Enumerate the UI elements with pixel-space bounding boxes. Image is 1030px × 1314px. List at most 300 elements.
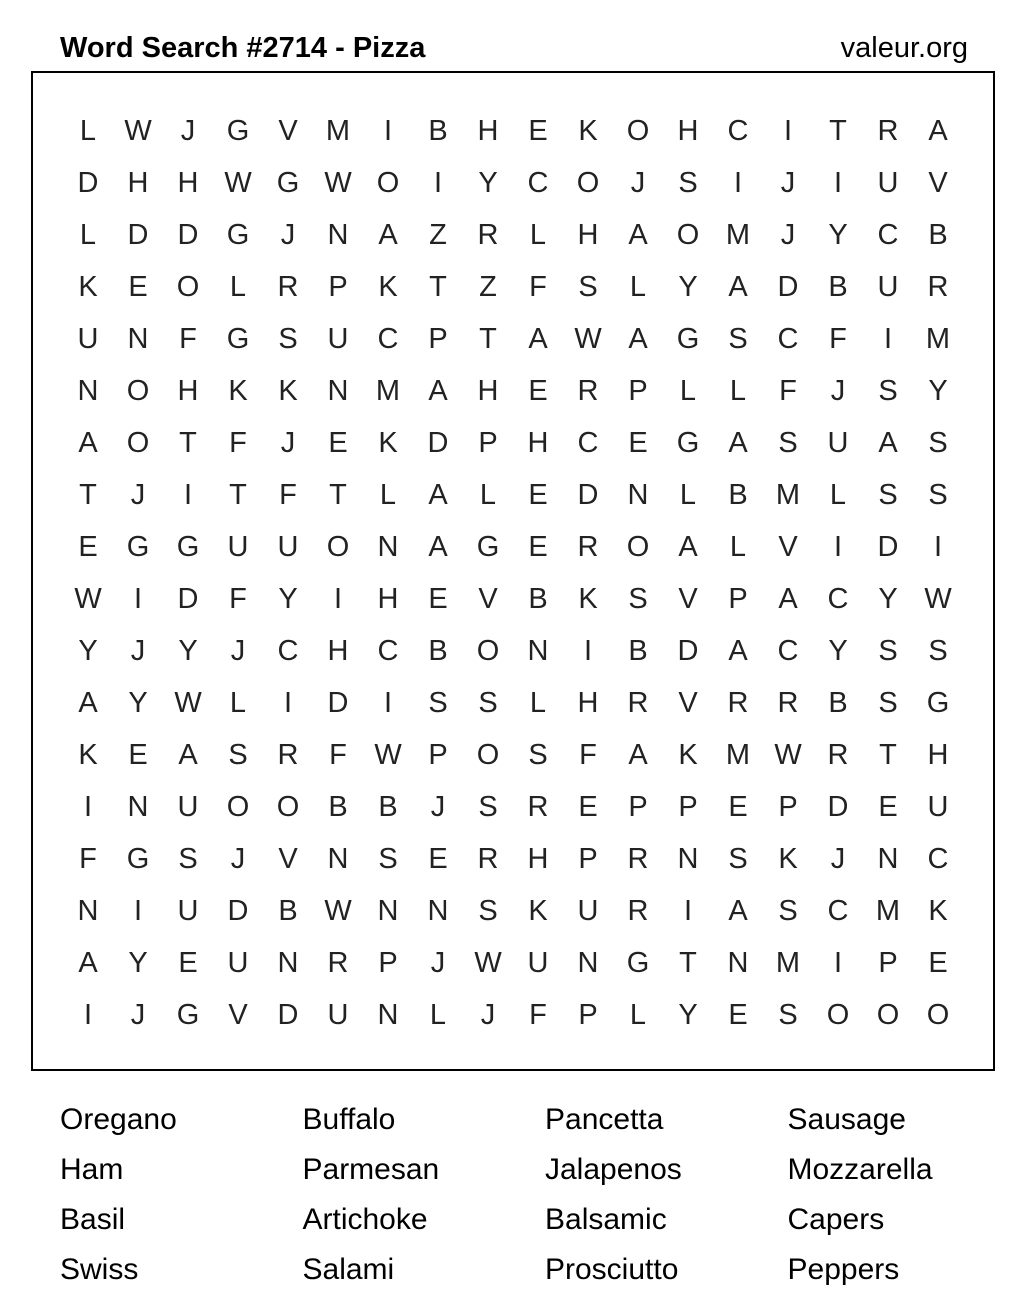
- grid-cell: A: [78, 686, 98, 719]
- grid-cell: K: [528, 894, 548, 927]
- grid-cell: M: [375, 374, 401, 407]
- grid-cell: P: [678, 790, 698, 823]
- grid-cell: O: [876, 998, 900, 1031]
- grid-cell: B: [328, 790, 348, 823]
- grid-cell: L: [729, 530, 747, 563]
- grid-cell: R: [627, 842, 649, 875]
- grid-cell: Y: [278, 582, 298, 615]
- grid-cell: C: [727, 114, 749, 147]
- word-list-item: Oregano: [60, 1103, 177, 1136]
- grid-cell: U: [177, 790, 199, 823]
- grid-cell: E: [528, 374, 548, 407]
- grid-cell: E: [728, 790, 748, 823]
- grid-cell: J: [230, 842, 246, 875]
- grid-cell: U: [877, 166, 899, 199]
- grid-cell: F: [529, 998, 547, 1031]
- grid-cell: H: [177, 374, 199, 407]
- grid-cell: T: [879, 738, 897, 771]
- grid-cell: K: [928, 894, 948, 927]
- grid-cell: J: [180, 114, 196, 147]
- grid-cell: P: [478, 426, 498, 459]
- grid-cell: E: [528, 478, 548, 511]
- grid-cell: A: [628, 218, 648, 251]
- grid-cell: O: [176, 270, 200, 303]
- grid-cell: E: [178, 946, 198, 979]
- grid-cell: F: [329, 738, 347, 771]
- grid-cell: I: [383, 686, 393, 719]
- grid-cell: G: [676, 426, 700, 459]
- grid-cell: S: [878, 478, 898, 511]
- grid-cell: J: [430, 790, 446, 823]
- grid-cell: Z: [479, 270, 497, 303]
- grid-cell: A: [728, 426, 748, 459]
- grid-cell: A: [428, 530, 448, 563]
- grid-cell: C: [377, 322, 399, 355]
- grid-cell: N: [77, 374, 99, 407]
- grid-cell: O: [376, 166, 400, 199]
- grid-cell: P: [428, 738, 448, 771]
- grid-cell: L: [679, 374, 697, 407]
- grid-cell: F: [179, 322, 197, 355]
- grid-cell: G: [226, 218, 250, 251]
- grid-cell: R: [577, 374, 599, 407]
- grid-cell: C: [777, 322, 799, 355]
- word-list-item: Salami: [302, 1253, 395, 1286]
- grid-cell: U: [827, 426, 849, 459]
- grid-cell: T: [679, 946, 697, 979]
- grid-cell: S: [478, 894, 498, 927]
- grid-cell: T: [179, 426, 197, 459]
- grid-cell: F: [579, 738, 597, 771]
- grid-cell: L: [629, 998, 647, 1031]
- grid-cell: C: [577, 426, 599, 459]
- grid-cell: R: [277, 738, 299, 771]
- grid-cell: C: [777, 634, 799, 667]
- grid-cell: G: [126, 842, 150, 875]
- grid-cell: Z: [429, 218, 447, 251]
- grid-cell: P: [628, 374, 648, 407]
- grid-cell: B: [828, 270, 848, 303]
- grid-cell: S: [928, 634, 948, 667]
- grid-cell: Y: [678, 270, 698, 303]
- grid-cell: Y: [678, 998, 698, 1031]
- grid-cell: V: [278, 842, 298, 875]
- grid-cell: W: [574, 322, 602, 355]
- grid-cell: B: [928, 218, 948, 251]
- grid-cell: T: [429, 270, 447, 303]
- letter-grid: [63, 105, 963, 1041]
- grid-cell: N: [727, 946, 749, 979]
- grid-cell: C: [827, 894, 849, 927]
- grid-cell: U: [877, 270, 899, 303]
- grid-cell: P: [328, 270, 348, 303]
- grid-cell: H: [477, 374, 499, 407]
- grid-cell: N: [427, 894, 449, 927]
- grid-cell: C: [877, 218, 899, 251]
- grid-cell: H: [527, 842, 549, 875]
- grid-cell: N: [77, 894, 99, 927]
- grid-cell: I: [133, 894, 143, 927]
- grid-cell: I: [183, 478, 193, 511]
- grid-cell: Y: [128, 946, 148, 979]
- grid-cell: G: [626, 946, 650, 979]
- grid-cell: D: [327, 686, 349, 719]
- grid-cell: S: [878, 374, 898, 407]
- grid-cell: F: [279, 478, 297, 511]
- grid-cell: D: [177, 582, 199, 615]
- grid-cell: W: [324, 166, 352, 199]
- grid-cell: D: [177, 218, 199, 251]
- grid-cell: L: [79, 218, 97, 251]
- grid-cell: B: [828, 686, 848, 719]
- grid-cell: A: [628, 738, 648, 771]
- grid-cell: U: [277, 530, 299, 563]
- grid-cell: B: [728, 478, 748, 511]
- grid-cell: J: [130, 478, 146, 511]
- grid-cell: V: [928, 166, 948, 199]
- grid-cell: I: [883, 322, 893, 355]
- grid-cell: W: [774, 738, 802, 771]
- grid-cell: F: [829, 322, 847, 355]
- grid-cell: R: [527, 790, 549, 823]
- grid-cell: H: [377, 582, 399, 615]
- grid-cell: U: [177, 894, 199, 927]
- grid-cell: F: [229, 426, 247, 459]
- grid-cell: D: [427, 426, 449, 459]
- grid-cell: I: [833, 166, 843, 199]
- word-list-item: Mozzarella: [787, 1153, 933, 1186]
- grid-cell: L: [229, 270, 247, 303]
- grid-cell: A: [78, 426, 98, 459]
- grid-cell: I: [733, 166, 743, 199]
- word-list-item: Swiss: [60, 1253, 139, 1286]
- grid-cell: J: [630, 166, 646, 199]
- grid-cell: Y: [478, 166, 498, 199]
- grid-cell: R: [277, 270, 299, 303]
- grid-cell: O: [576, 166, 600, 199]
- grid-cell: Y: [128, 686, 148, 719]
- grid-cell: S: [428, 686, 448, 719]
- grid-cell: N: [277, 946, 299, 979]
- grid-cell: K: [378, 426, 398, 459]
- word-list-item: Artichoke: [302, 1203, 428, 1236]
- grid-cell: F: [229, 582, 247, 615]
- grid-cell: E: [78, 530, 98, 563]
- grid-cell: H: [677, 114, 699, 147]
- grid-cell: L: [79, 114, 97, 147]
- grid-cell: J: [430, 946, 446, 979]
- grid-cell: B: [528, 582, 548, 615]
- grid-cell: O: [226, 790, 250, 823]
- grid-cell: K: [278, 374, 298, 407]
- grid-cell: A: [928, 114, 948, 147]
- grid-cell: D: [77, 166, 99, 199]
- grid-cell: S: [778, 426, 798, 459]
- grid-cell: V: [278, 114, 298, 147]
- grid-cell: M: [875, 894, 901, 927]
- grid-cell: A: [728, 894, 748, 927]
- grid-cell: K: [678, 738, 698, 771]
- grid-cell: W: [224, 166, 252, 199]
- grid-cell: P: [778, 790, 798, 823]
- grid-cell: E: [428, 842, 448, 875]
- grid-cell: A: [428, 374, 448, 407]
- grid-cell: Y: [178, 634, 198, 667]
- grid-cell: N: [627, 478, 649, 511]
- grid-cell: S: [228, 738, 248, 771]
- grid-cell: H: [127, 166, 149, 199]
- grid-cell: Y: [878, 582, 898, 615]
- grid-cell: I: [83, 998, 93, 1031]
- grid-cell: S: [628, 582, 648, 615]
- grid-cell: K: [578, 582, 598, 615]
- grid-cell: T: [829, 114, 847, 147]
- grid-cell: U: [927, 790, 949, 823]
- grid-cell: K: [578, 114, 598, 147]
- grid-cell: E: [628, 426, 648, 459]
- word-list: [60, 1095, 1030, 1295]
- grid-cell: G: [126, 530, 150, 563]
- grid-cell: N: [327, 374, 349, 407]
- grid-cell: D: [127, 218, 149, 251]
- grid-cell: J: [830, 374, 846, 407]
- header: [60, 28, 968, 68]
- grid-cell: S: [578, 270, 598, 303]
- grid-cell: C: [927, 842, 949, 875]
- grid-cell: E: [928, 946, 948, 979]
- grid-cell: O: [476, 634, 500, 667]
- word-list-item: Parmesan: [302, 1153, 440, 1186]
- grid-cell: W: [124, 114, 152, 147]
- grid-cell: B: [428, 634, 448, 667]
- grid-cell: J: [480, 998, 496, 1031]
- grid-cell: M: [775, 946, 801, 979]
- grid-cell: A: [878, 426, 898, 459]
- grid-cell: R: [627, 894, 649, 927]
- grid-cell: G: [476, 530, 500, 563]
- grid-cell: I: [933, 530, 943, 563]
- grid-cell: S: [728, 322, 748, 355]
- grid-cell: R: [627, 686, 649, 719]
- grid-cell: P: [428, 322, 448, 355]
- grid-cell: W: [174, 686, 202, 719]
- word-list-item: Buffalo: [302, 1103, 396, 1136]
- grid-cell: T: [79, 478, 97, 511]
- grid-cell: Y: [828, 218, 848, 251]
- grid-cell: S: [928, 426, 948, 459]
- grid-cell: A: [728, 270, 748, 303]
- grid-cell: E: [428, 582, 448, 615]
- word-list-item: Jalapenos: [545, 1153, 682, 1186]
- grid-cell: S: [378, 842, 398, 875]
- grid-cell: P: [578, 998, 598, 1031]
- grid-cell: C: [277, 634, 299, 667]
- grid-cell: N: [377, 894, 399, 927]
- grid-cell: P: [728, 582, 748, 615]
- grid-cell: G: [226, 322, 250, 355]
- grid-cell: L: [679, 478, 697, 511]
- grid-cell: U: [577, 894, 599, 927]
- grid-cell: D: [877, 530, 899, 563]
- grid-cell: T: [479, 322, 497, 355]
- grid-cell: H: [327, 634, 349, 667]
- site-name: valeur.org: [840, 31, 968, 64]
- grid-cell: M: [725, 218, 751, 251]
- grid-cell: N: [127, 322, 149, 355]
- grid-cell: K: [78, 738, 98, 771]
- grid-cell: E: [128, 738, 148, 771]
- grid-cell: S: [178, 842, 198, 875]
- grid-cell: J: [130, 998, 146, 1031]
- grid-cell: A: [778, 582, 798, 615]
- grid-cell: L: [529, 686, 547, 719]
- grid-cell: H: [527, 426, 549, 459]
- grid-cell: I: [833, 946, 843, 979]
- grid-cell: I: [433, 166, 443, 199]
- grid-cell: M: [775, 478, 801, 511]
- grid-cell: Y: [828, 634, 848, 667]
- word-list-item: Sausage: [787, 1103, 906, 1136]
- grid-cell: G: [676, 322, 700, 355]
- grid-cell: E: [578, 790, 598, 823]
- grid-cell: I: [333, 582, 343, 615]
- grid-cell: F: [529, 270, 547, 303]
- grid-cell: J: [780, 218, 796, 251]
- grid-cell: U: [227, 530, 249, 563]
- grid-cell: N: [327, 218, 349, 251]
- grid-cell: L: [729, 374, 747, 407]
- grid-cell: P: [378, 946, 398, 979]
- grid-cell: O: [676, 218, 700, 251]
- grid-cell: A: [178, 738, 198, 771]
- grid-cell: B: [378, 790, 398, 823]
- grid-cell: L: [829, 478, 847, 511]
- grid-cell: H: [477, 114, 499, 147]
- grid-cell: L: [229, 686, 247, 719]
- grid-cell: S: [778, 998, 798, 1031]
- grid-cell: L: [379, 478, 397, 511]
- grid-cell: R: [477, 842, 499, 875]
- grid-cell: W: [324, 894, 352, 927]
- grid-cell: F: [779, 374, 797, 407]
- grid-cell: I: [83, 790, 93, 823]
- word-list-item: Capers: [787, 1203, 885, 1236]
- grid-cell: N: [577, 946, 599, 979]
- grid-cell: R: [477, 218, 499, 251]
- grid-cell: S: [878, 686, 898, 719]
- grid-cell: D: [227, 894, 249, 927]
- grid-cell: B: [628, 634, 648, 667]
- grid-cell: B: [428, 114, 448, 147]
- grid-cell: O: [126, 426, 150, 459]
- grid-cell: U: [77, 322, 99, 355]
- grid-cell: O: [626, 530, 650, 563]
- grid-cell: S: [728, 842, 748, 875]
- grid-cell: D: [827, 790, 849, 823]
- grid-cell: J: [780, 166, 796, 199]
- grid-cell: N: [527, 634, 549, 667]
- grid-cell: U: [327, 322, 349, 355]
- word-list-item: Pancetta: [545, 1103, 664, 1136]
- grid-cell: K: [378, 270, 398, 303]
- grid-cell: O: [476, 738, 500, 771]
- grid-cell: S: [278, 322, 298, 355]
- grid-cell: L: [479, 478, 497, 511]
- grid-cell: E: [128, 270, 148, 303]
- grid-cell: D: [577, 478, 599, 511]
- grid-cell: B: [278, 894, 298, 927]
- grid-cell: A: [678, 530, 698, 563]
- grid-cell: H: [577, 218, 599, 251]
- grid-cell: C: [527, 166, 549, 199]
- grid-cell: S: [678, 166, 698, 199]
- grid-cell: S: [528, 738, 548, 771]
- grid-cell: I: [383, 114, 393, 147]
- grid-cell: E: [528, 530, 548, 563]
- grid-cell: H: [177, 166, 199, 199]
- grid-cell: T: [229, 478, 247, 511]
- grid-cell: R: [927, 270, 949, 303]
- grid-cell: R: [727, 686, 749, 719]
- grid-cell: V: [778, 530, 798, 563]
- grid-cell: A: [728, 634, 748, 667]
- grid-cell: W: [74, 582, 102, 615]
- grid-cell: W: [374, 738, 402, 771]
- grid-cell: N: [377, 998, 399, 1031]
- grid-cell: H: [577, 686, 599, 719]
- grid-cell: Y: [928, 374, 948, 407]
- grid-cell: J: [230, 634, 246, 667]
- grid-cell: D: [677, 634, 699, 667]
- grid-cell: G: [226, 114, 250, 147]
- grid-cell: W: [924, 582, 952, 615]
- word-list-item: Peppers: [787, 1253, 900, 1286]
- grid-cell: J: [830, 842, 846, 875]
- grid-cell: I: [133, 582, 143, 615]
- grid-cell: Y: [78, 634, 98, 667]
- grid-cell: I: [283, 686, 293, 719]
- grid-cell: I: [783, 114, 793, 147]
- grid-cell: L: [629, 270, 647, 303]
- grid-cell: L: [529, 218, 547, 251]
- word-list-item: Ham: [60, 1153, 124, 1186]
- grid-cell: E: [328, 426, 348, 459]
- grid-cell: U: [327, 998, 349, 1031]
- grid-cell: S: [878, 634, 898, 667]
- grid-cell: K: [778, 842, 798, 875]
- grid-cell: U: [527, 946, 549, 979]
- grid-cell: V: [678, 686, 698, 719]
- grid-cell: O: [326, 530, 350, 563]
- grid-cell: A: [378, 218, 398, 251]
- grid-cell: M: [925, 322, 951, 355]
- grid-cell: L: [429, 998, 447, 1031]
- grid-cell: J: [280, 218, 296, 251]
- grid-cell: G: [276, 166, 300, 199]
- grid-cell: P: [878, 946, 898, 979]
- grid-cell: G: [926, 686, 950, 719]
- grid-cell: G: [176, 530, 200, 563]
- grid-cell: O: [126, 374, 150, 407]
- grid-cell: A: [428, 478, 448, 511]
- grid-cell: N: [327, 842, 349, 875]
- grid-cell: I: [683, 894, 693, 927]
- grid-cell: F: [79, 842, 97, 875]
- grid-cell: A: [78, 946, 98, 979]
- grid-cell: J: [280, 426, 296, 459]
- word-list-item: Prosciutto: [545, 1253, 679, 1286]
- puzzle-title: Word Search #2714 - Pizza: [60, 31, 426, 64]
